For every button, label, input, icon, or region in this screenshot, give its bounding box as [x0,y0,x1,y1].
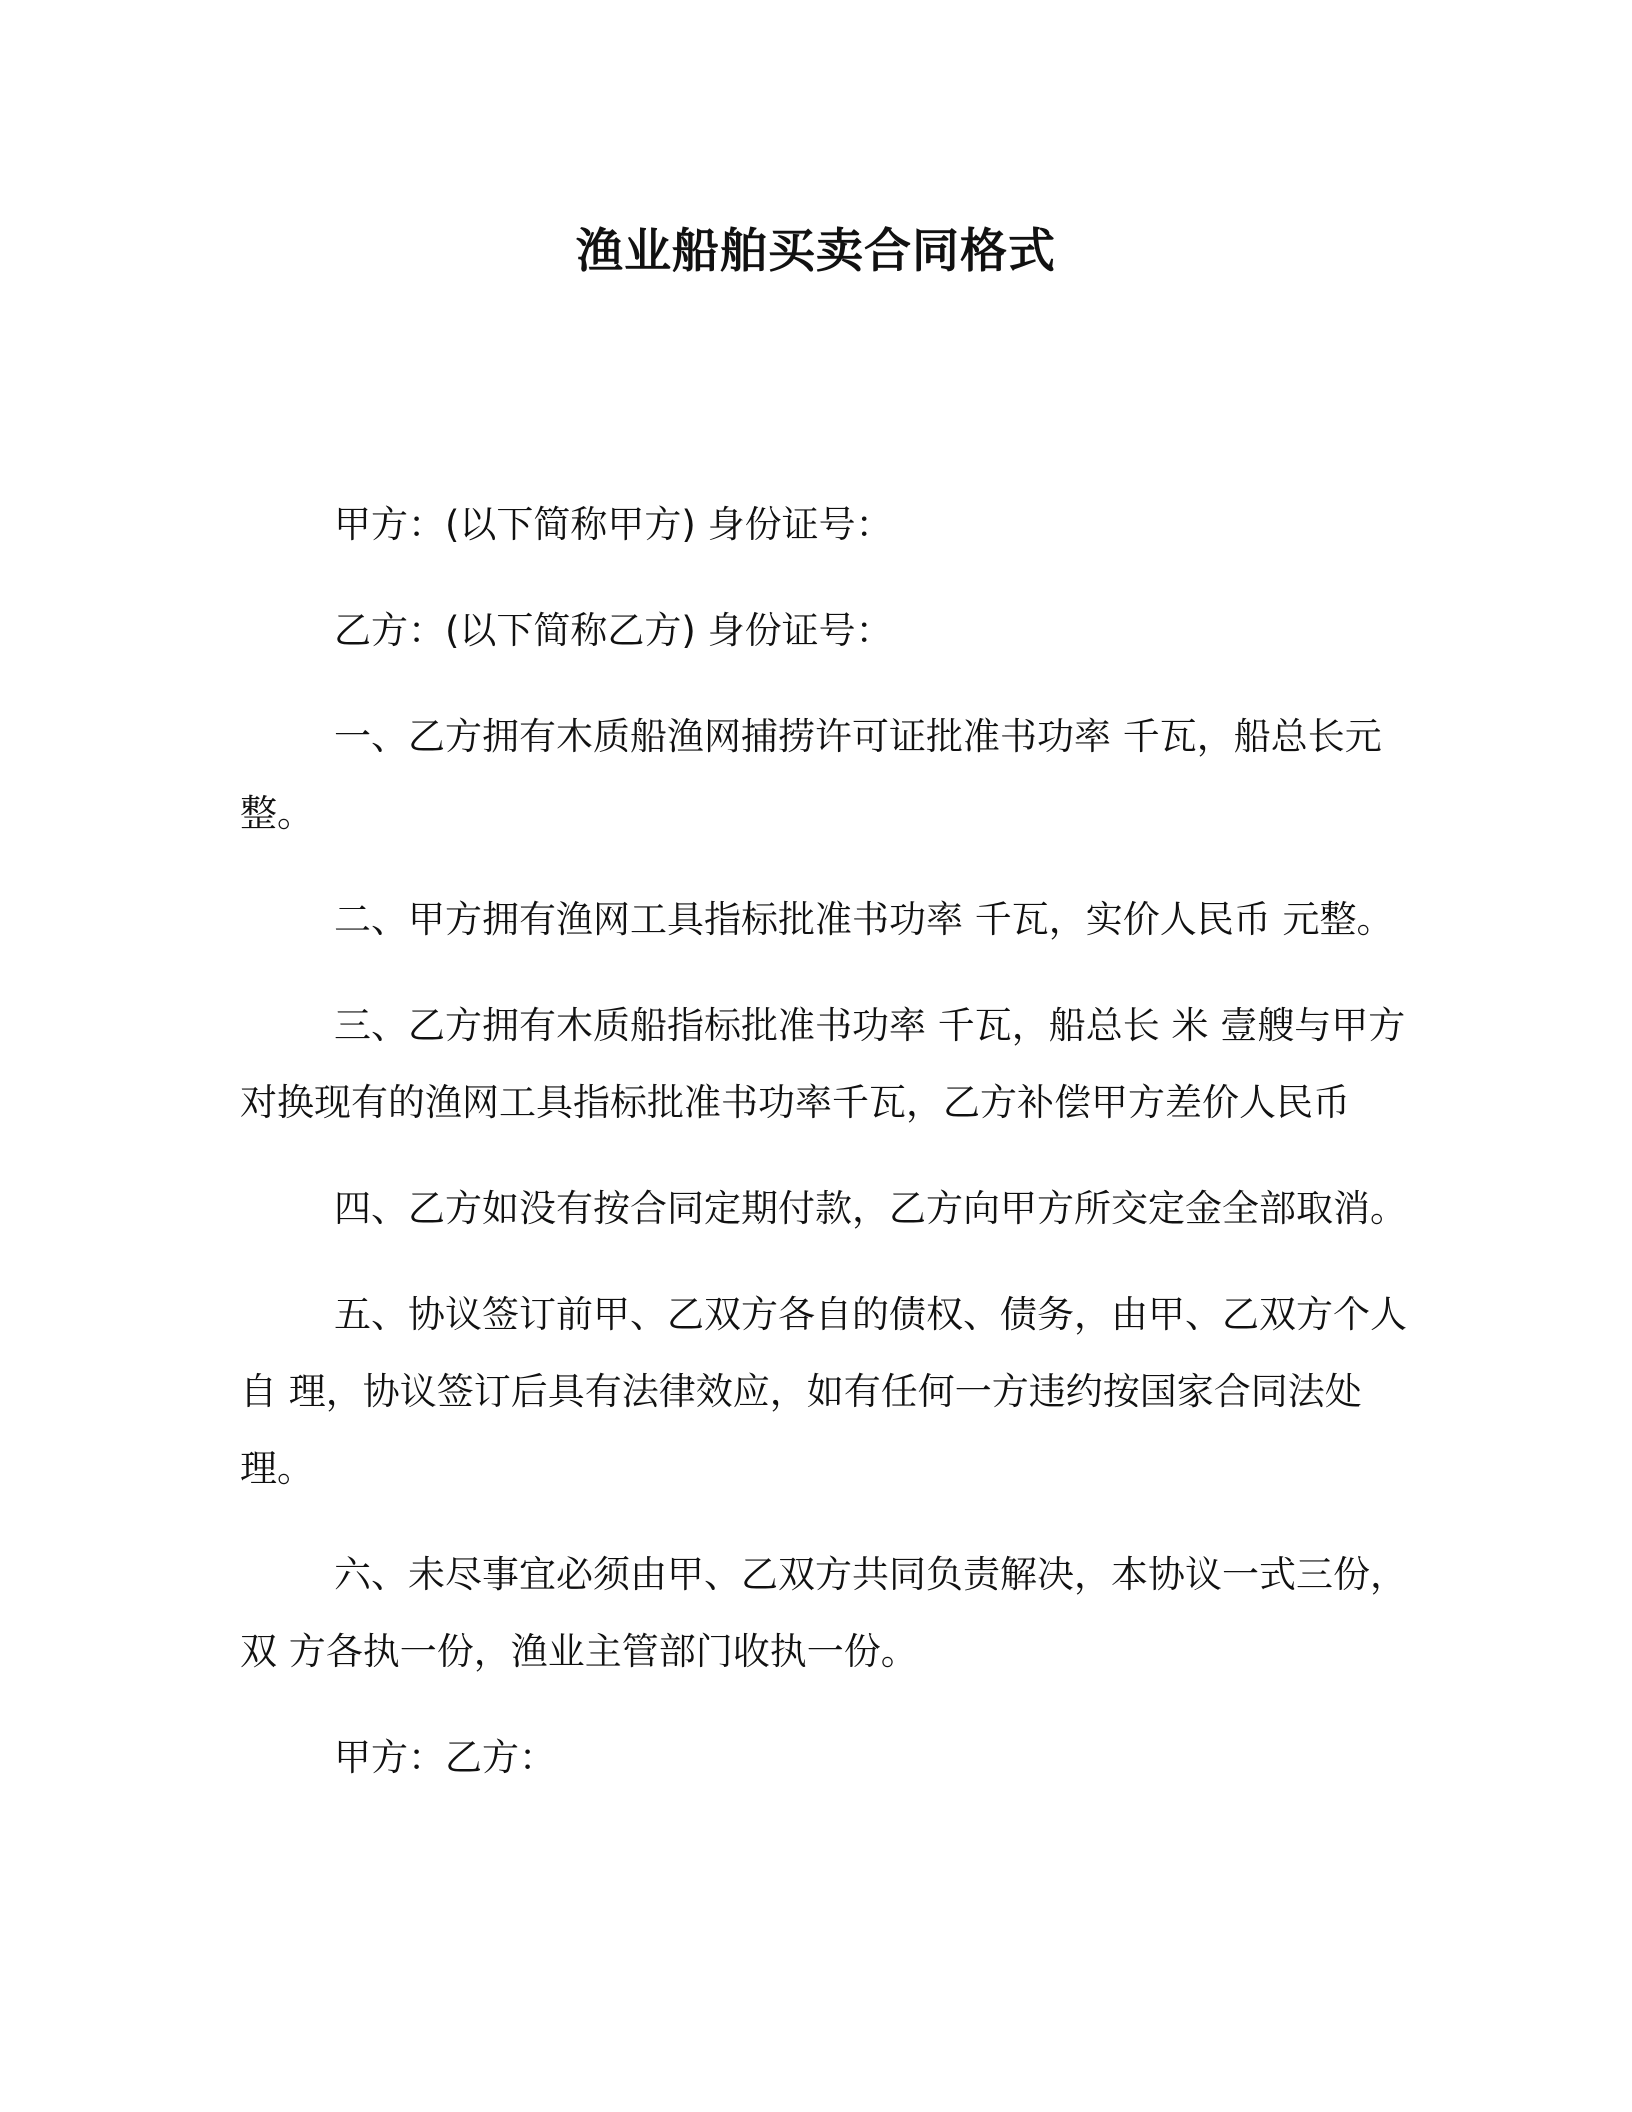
clause-5: 五、协议签订前甲、乙双方各自的债权、债务，由甲、乙双方个人自 理，协议签订后具有法律效应，如有任何一方违约按国家合同法处理。 [240,1293,1407,1490]
clause-2: 二、甲方拥有渔网工具指标批准书功率 千瓦，实价人民币 元整。 [334,898,1394,941]
document-body [240,486,1410,1825]
party-a-line: 甲方：(以下简称甲方) 身份证号： [334,503,893,546]
document-title: 渔业船舶买卖合同格式 [576,224,1056,279]
clause-6: 六、未尽事宜必须由甲、乙双方共同负责解决，本协议一式三份，双 方各执一份，渔业主管部门收执一份。 [240,1553,1407,1673]
clause-1: 一、乙方拥有木质船渔网捕捞许可证批准书功率 千瓦，船总长元整。 [240,715,1382,835]
signature-line: 甲方：乙方： [334,1736,556,1779]
party-b-line: 乙方：(以下简称乙方) 身份证号： [334,609,893,652]
clause-3: 三、乙方拥有木质船指标批准书功率 千瓦，船总长 米 壹艘与甲方对换现有的渔网工具指标批准书功率千瓦，乙方补偿甲方差价人民币 [240,1004,1406,1124]
clause-4: 四、乙方如没有按合同定期付款，乙方向甲方所交定金全部取消。 [334,1187,1407,1230]
